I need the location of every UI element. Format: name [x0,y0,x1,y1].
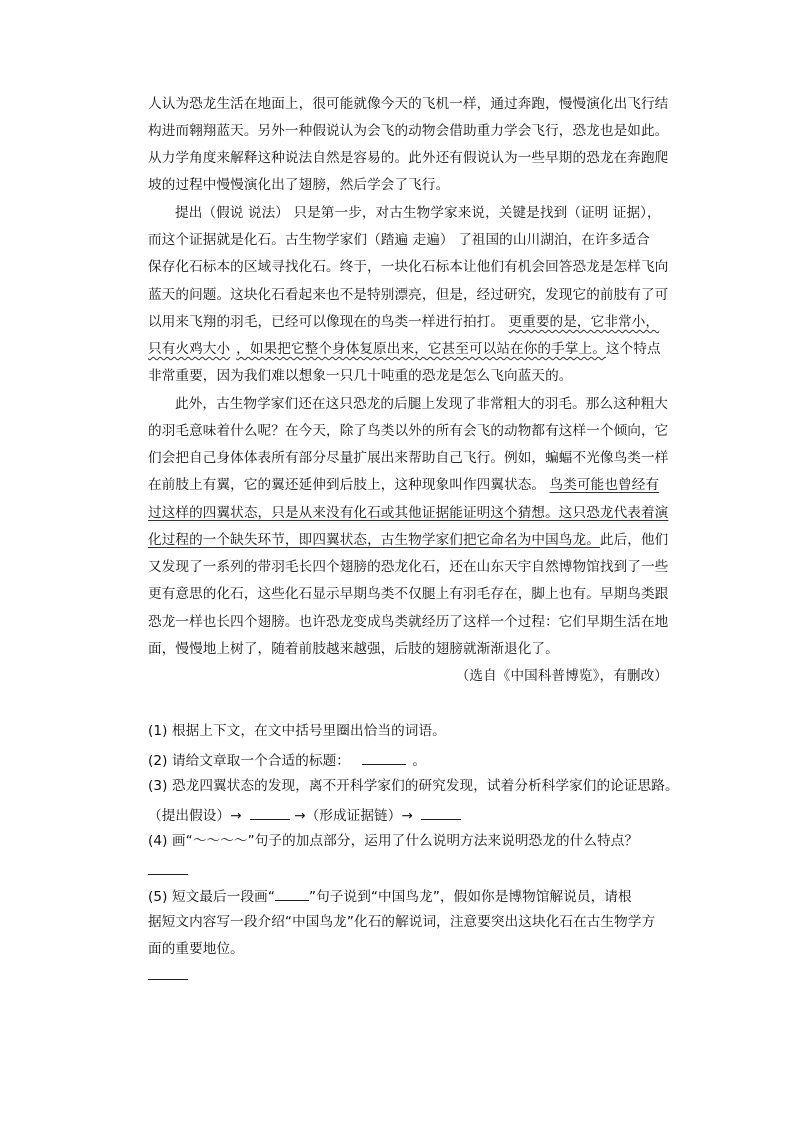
question-text: ”句子说到“中国鸟龙”，假如你是博物馆解说员，请根 [308,889,632,905]
passage-line: 们会把自己身体体表所有部分尽量扩展出来帮助自己飞行。例如，蝙蝠不光像鸟类一样 [148,450,669,466]
passage-line: 蓝天的问题。这块化石看起来也不是特别漂亮，但是，经过研究，发现它的前肢有了可 [148,287,669,303]
question-4: (4) 画“～～～～”句子的加点部分，运用了什么说明方法来说明恐龙的什么特点？ [148,833,639,849]
passage-text: 此后，他们 [599,532,669,548]
question-2 [148,750,426,770]
passage-line: 人认为恐龙生活在地面上，很可能就像今天的飞机一样，通过奔跑，慢慢演化出飞行结 [148,96,669,112]
answer-blank[interactable] [421,805,461,820]
passage-line: 面，慢慢地上树了，随着前肢越来越强，后肢的翅膀就渐渐退化了。 [148,641,559,657]
question-text: (5) 短文最后一段画“ [148,889,275,905]
passage-line: 又发现了一系列的带羽毛长四个翅膀的恐龙化石，还在山东天宇自然博物馆找到了一些 [148,559,669,575]
passage-line: 从力学角度来解释这种说法自然是容易的。此外还有假说认为一些早期的恐龙在奔跑爬 [148,150,669,166]
answer-line[interactable] [148,874,188,875]
question-text: (2) 请给文章取一个合适的标题： [148,753,350,769]
question-5-line: 面的重要地位。 [148,941,244,957]
wavy-underlined-sentence: ，如果把它整个身体复原出来，它甚至可以站在你的手掌上。 [236,341,606,357]
passage-line: 更有意思的化石，这些化石显示早期鸟类不仅腿上有羽毛存在，脚上也有。早期鸟类跟 [148,586,669,602]
passage-line [148,313,659,331]
answer-blank[interactable] [250,805,290,820]
source-citation: （选自《中国科普博览》，有删改） [455,668,668,684]
question-text: （提出假设）→ [148,808,242,824]
passage-line: 保存化石标本的区域寻找化石。终于，一块化石标本让他们有机会回答恐龙是怎样飞向 [148,259,669,275]
passage-line: 构进而翱翔蓝天。另外一种假说认为会飞的动物会借助重力学会飞行，恐龙也是如此。 [148,123,669,139]
passage-line [148,476,659,494]
passage-line: 提出（假说 说法） 只是第一步，对古生物学家来说，关键是找到（证明 证据）， [175,205,661,221]
answer-blank[interactable] [362,750,406,765]
passage-line [148,531,668,549]
question-5 [148,886,632,906]
question-3: (3) 恐龙四翼状态的发现，离不开科学家们的研究发现，试着分析科学家们的论证思路。 [148,778,679,794]
underlined-sentence: 化过程的一个缺失环节，即四翼状态，古生物学家们把它命名为中国鸟龙。 [148,532,600,548]
wavy-underlined-sentence: 只有火鸡大小 [148,341,231,357]
passage-line: 的羽毛意味着什么呢？在今天，除了鸟类以外的所有会飞的动物都有这样一个倾向，它 [148,423,669,439]
wavy-underlined-sentence: 更重要的是，它非常小， [508,314,660,330]
passage-line: 此外，古生物学家们还在这只恐龙的后腿上发现了非常粗大的羽毛。那么这种粗大 [175,396,668,412]
passage-line: 恐龙一样也长四个翅膀。也许恐龙变成鸟类就经历了这样一个过程：它们早期生活在地 [148,614,669,630]
passage-line: 而这个证据就是化石。古生物学家们（踏遍 走遍） 了祖国的山川湖泊，在许多适合 [148,232,650,248]
passage-line: 坡的过程中慢慢演化出了翅膀，然后学会了飞行。 [148,177,450,193]
question-text: 。 [412,753,427,769]
question-5-line: 据短文内容写一段介绍“中国鸟龙”化石的解说词，注意要突出这块化石在古生物学方 [148,914,656,930]
passage-text: 以用来飞翔的羽毛，已经可以像现在的鸟类一样进行拍打。 [148,314,505,330]
question-text: →（形成证据链）→ [294,808,413,824]
passage-text: 在前肢上有翼，它的翼还延伸到后肢上，这种现象叫作四翼状态。 [148,477,546,493]
passage-text: 这个特点 [605,341,661,357]
passage-line [148,504,668,522]
question-3-chain [148,805,461,825]
passage-line: 非常重要，因为我们难以想象一只几十吨重的恐龙是怎么飞向蓝天的。 [148,368,573,384]
underlined-sentence: 鸟类可能也曾经有 [549,477,660,493]
answer-blank [275,886,309,901]
underlined-sentence: 过这样的四翼状态，只是从来没有化石或其他证据能证明这个猜想。这只恐龙代表着演 [148,505,669,521]
answer-line[interactable] [148,979,188,980]
question-1: (1) 根据上下文，在文中括号里圈出恰当的词语。 [148,723,446,739]
passage-line [148,340,661,358]
